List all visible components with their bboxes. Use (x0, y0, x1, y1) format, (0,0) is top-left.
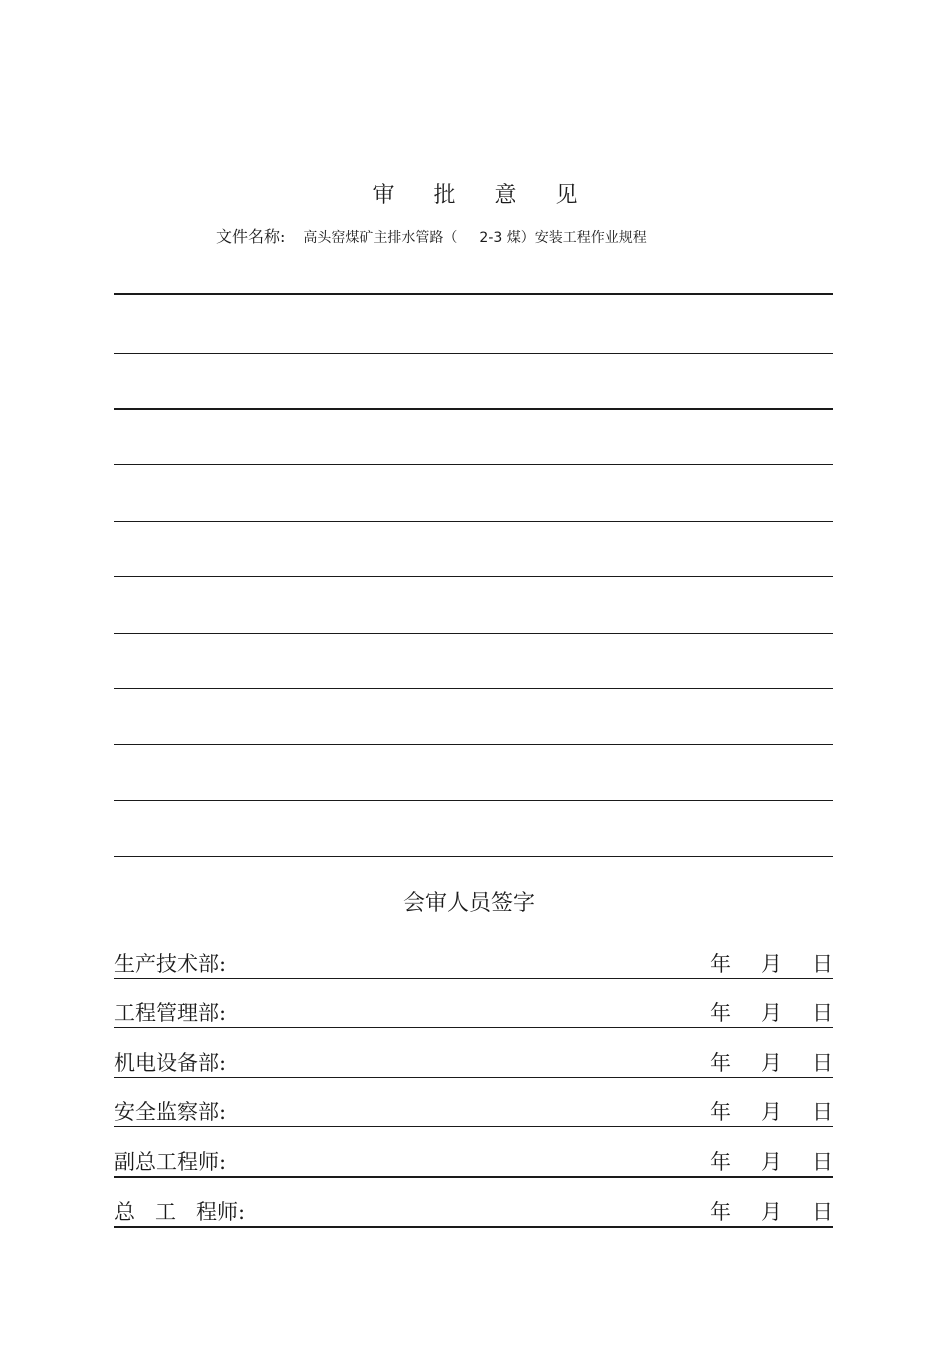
opinion-line (114, 744, 833, 745)
day-label: 日 (812, 1051, 833, 1075)
date-fields (710, 1146, 833, 1176)
signature-row (114, 1192, 833, 1228)
day-label: 日 (812, 1150, 833, 1174)
signature-row (114, 1043, 833, 1078)
year-label: 年 (710, 1051, 731, 1075)
file-name-line (216, 224, 647, 247)
year-label: 年 (710, 952, 731, 976)
file-name-part2: 2-3 煤）安装工程作业规程 (479, 230, 647, 246)
signature-row (114, 1142, 833, 1178)
year-label: 年 (710, 1100, 731, 1124)
month-label: 月 (761, 1200, 782, 1224)
date-fields (710, 1047, 833, 1077)
day-label: 日 (812, 952, 833, 976)
date-fields (710, 948, 833, 978)
opinion-line (114, 856, 833, 857)
signature-row (114, 1092, 833, 1127)
date-fields (710, 997, 833, 1027)
page-title: 审 批 意 见 (372, 183, 594, 208)
date-fields (710, 1096, 833, 1126)
opinion-line (114, 633, 833, 634)
opinion-line (114, 408, 833, 410)
day-label: 日 (812, 1200, 833, 1224)
department-label: 机电设备部: (114, 1051, 227, 1075)
month-label: 月 (761, 1150, 782, 1174)
department-label: 工程管理部: (114, 1001, 227, 1025)
opinion-line (114, 521, 833, 522)
opinion-line (114, 353, 833, 354)
file-name-label: 文件名称: (216, 227, 286, 246)
opinion-line (114, 464, 833, 465)
signature-row (114, 993, 833, 1028)
department-label: 总 工 程师: (114, 1200, 246, 1224)
date-fields (710, 1196, 833, 1226)
month-label: 月 (761, 1051, 782, 1075)
opinion-line (114, 688, 833, 689)
day-label: 日 (812, 1001, 833, 1025)
opinion-line (114, 576, 833, 577)
month-label: 月 (761, 952, 782, 976)
file-name-part1: 高头窑煤矿主排水管路（ (303, 230, 458, 246)
signature-row (114, 944, 833, 979)
month-label: 月 (761, 1100, 782, 1124)
year-label: 年 (710, 1150, 731, 1174)
opinion-line (114, 293, 833, 295)
month-label: 月 (761, 1001, 782, 1025)
department-label: 副总工程师: (114, 1150, 227, 1174)
signature-section-title: 会审人员签字 (402, 891, 535, 916)
opinion-line (114, 800, 833, 801)
year-label: 年 (710, 1200, 731, 1224)
department-label: 安全监察部: (114, 1100, 227, 1124)
department-label: 生产技术部: (114, 952, 227, 976)
day-label: 日 (812, 1100, 833, 1124)
year-label: 年 (710, 1001, 731, 1025)
